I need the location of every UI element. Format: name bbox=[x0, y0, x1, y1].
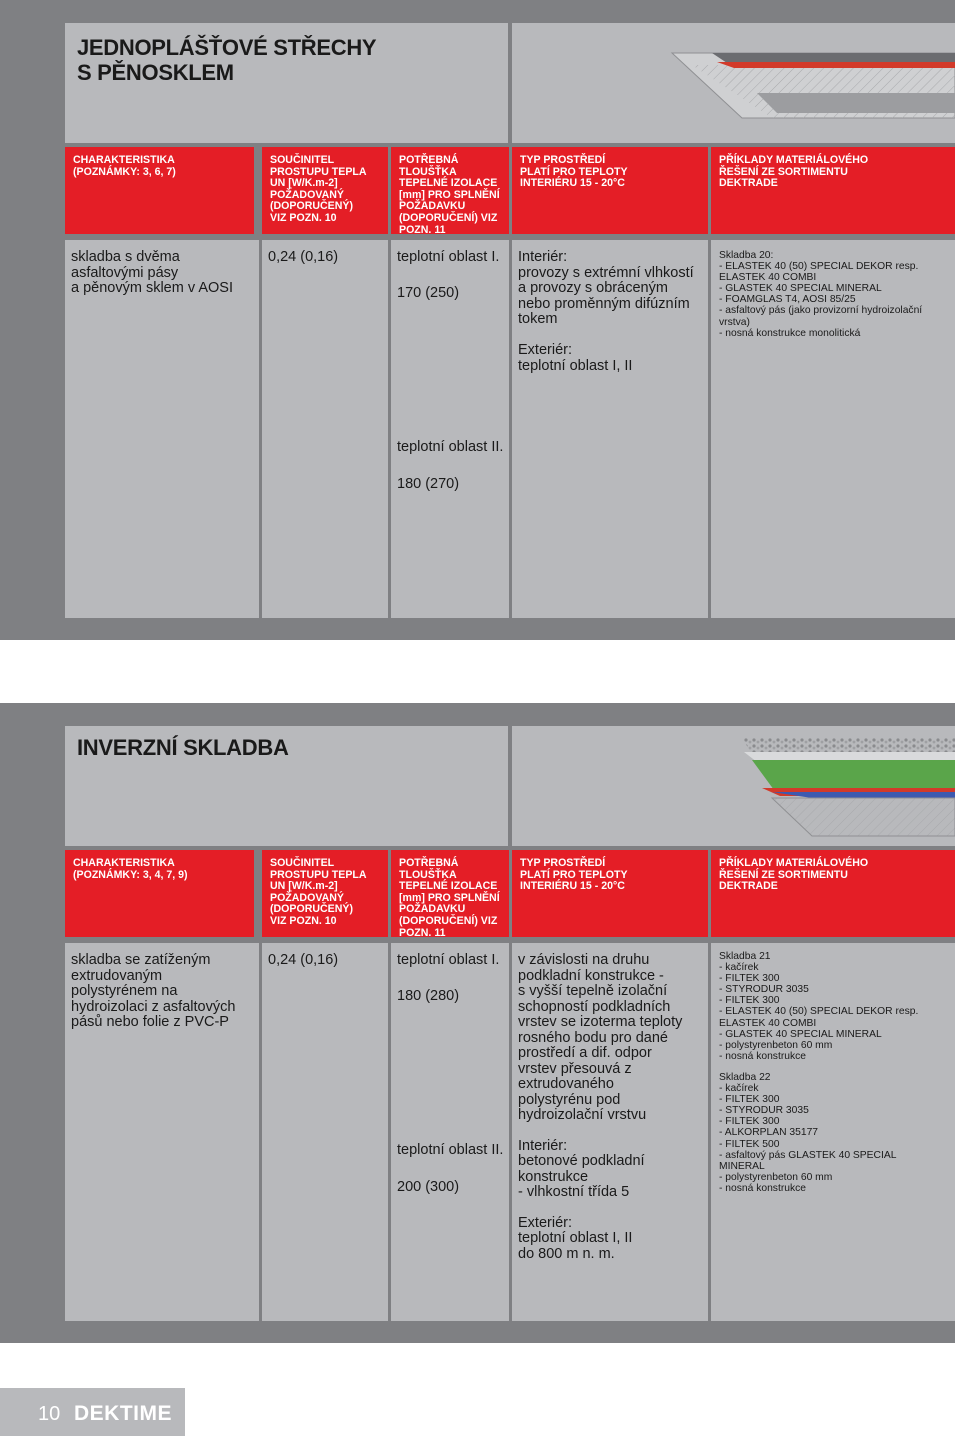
roof-layers-drawing bbox=[512, 726, 955, 846]
page-number: 10 bbox=[38, 1403, 61, 1425]
zone1-label: teplotní oblast I. bbox=[397, 249, 500, 265]
header-u-value: SOUČINITEL PROSTUPU TEPLA UN [W/K.m-2] POŽADOVANÝ (DOPORUČENÝ) VIZ POZN. 10 bbox=[262, 147, 388, 234]
materials-cell: Skladba 20: - ELASTEK 40 (50) SPECIAL DEKOR resp. ELASTEK 40 COMBI - GLASTEK 40 SPECIAL MINERAL - FOAMGLAS T4, AOSI 85/25 - asfaltový pás (jako provizorní hydroizolační vrstva) - nosná konstrukce monolitická bbox=[711, 240, 955, 618]
section-title-line1: JEDNOPLÁŠŤOVÉ STŘECHY bbox=[77, 35, 377, 60]
zone2-label: teplotní oblast II. bbox=[397, 439, 504, 455]
zone2-value: 180 (270) bbox=[397, 476, 460, 492]
roof-layers-drawing bbox=[512, 23, 955, 143]
section-single-shell-roofs bbox=[0, 0, 955, 640]
zone1-value: 170 (250) bbox=[397, 284, 460, 301]
environment-exterior: Exteriér: teplotní oblast I, II do 800 m n. m. bbox=[518, 1214, 633, 1262]
header-characteristics: CHARAKTERISTIKA (POZNÁMKY: 3, 6, 7) bbox=[65, 147, 254, 234]
u-value-cell: 0,24 (0,16) bbox=[262, 240, 388, 618]
zone2-label: teplotní oblast II. bbox=[397, 1142, 504, 1158]
section-title: INVERZNÍ SKLADBA bbox=[77, 735, 289, 760]
materials-composition-22: Skladba 22 - kačírek - FILTEK 300 - STYRODUR 3035 - FILTEK 300 - ALKORPLAN 35177 - FILTEK 500 - asfaltový pás GLASTEK 40 SPECIAL MINERAL - polystyrenbeton 60 mm - nosná konstrukce bbox=[719, 1071, 897, 1194]
zone1-value: 180 (280) bbox=[397, 987, 460, 1004]
u-value-cell: 0,24 (0,16) bbox=[262, 943, 388, 1321]
environment-cell: Interiér: provozy s extrémní vlhkostí a provozy s obráceným nebo proměnným difúzním tokem Exteriér: teplotní oblast I, II bbox=[512, 240, 708, 618]
section-title-box bbox=[65, 23, 508, 143]
header-u-value: SOUČINITEL PROSTUPU TEPLA UN [W/K.m-2] POŽADOVANÝ (DOPORUČENÝ) VIZ POZN. 10 bbox=[262, 850, 388, 937]
roof-composition-illustration bbox=[512, 23, 955, 143]
environment-cell bbox=[512, 943, 708, 1321]
header-material-examples: PŘÍKLADY MATERIÁLOVÉHO ŘEŠENÍ ZE SORTIMENTU DEKTRADE bbox=[711, 147, 955, 234]
roof-composition-illustration bbox=[512, 726, 955, 846]
composition-description: skladba s dvěma asfaltovými pásy a pěnovým sklem v AOSI bbox=[65, 240, 259, 618]
materials-cell bbox=[711, 943, 955, 1321]
header-environment-type: TYP PROSTŘEDÍ PLATÍ PRO TEPLOTY INTERIÉRU 15 - 20°C bbox=[512, 850, 708, 937]
section-inverted-roof bbox=[0, 703, 955, 1343]
environment-note: v závislosti na druhu podkladní konstrukce - s vyšší tepelně izolační schopností podkladních vrstev se izoterma teploty rosného bodu pro dané prostředí a dif. odpor vrstev přesouvá z extrudovaného polystyrénu pod hydroizolační vrstvu bbox=[518, 952, 683, 1123]
brand-logo: DEKTIME bbox=[74, 1402, 172, 1425]
composition-description: skladba se zatíženým extrudovaným polystyrénem na hydroizolaci z asfaltových pásů nebo folie z PVC-P bbox=[65, 943, 259, 1321]
header-characteristics: CHARAKTERISTIKA (POZNÁMKY: 3, 4, 7, 9) bbox=[65, 850, 254, 937]
header-insulation-thickness: POTŘEBNÁ TLOUŠŤKA TEPELNÉ IZOLACE [mm] PRO SPLNĚNÍ POŽADAVKU (DOPORUČENÍ) VIZ POZN. 11 bbox=[391, 147, 509, 234]
section-title-box bbox=[65, 726, 508, 846]
header-material-examples: PŘÍKLADY MATERIÁLOVÉHO ŘEŠENÍ ZE SORTIMENTU DEKTRADE bbox=[711, 850, 955, 937]
zone1-label: teplotní oblast I. bbox=[397, 952, 500, 968]
environment-interior: Interiér: betonové podkladní konstrukce - vlhkostní třída 5 bbox=[518, 1137, 645, 1200]
header-environment-type: TYP PROSTŘEDÍ PLATÍ PRO TEPLOTY INTERIÉRU 15 - 20°C bbox=[512, 147, 708, 234]
materials-composition-21: Skladba 21 - kačírek - FILTEK 300 - STYRODUR 3035 - FILTEK 300 - ELASTEK 40 (50) SPECIAL DEKOR resp. ELASTEK 40 COMBI - GLASTEK 40 SPECIAL MINERAL - polystyrenbeton 60 mm - nosná konstrukce bbox=[719, 951, 919, 1062]
header-insulation-thickness: POTŘEBNÁ TLOUŠŤKA TEPELNÉ IZOLACE [mm] PRO SPLNĚNÍ POŽADAVKU (DOPORUČENÍ) VIZ POZN. 11 bbox=[391, 850, 509, 937]
section-title-line2: S PĚNOSKLEM bbox=[77, 60, 234, 85]
thickness-cell bbox=[391, 240, 509, 618]
zone2-value: 200 (300) bbox=[397, 1179, 460, 1195]
thickness-cell bbox=[391, 943, 509, 1321]
